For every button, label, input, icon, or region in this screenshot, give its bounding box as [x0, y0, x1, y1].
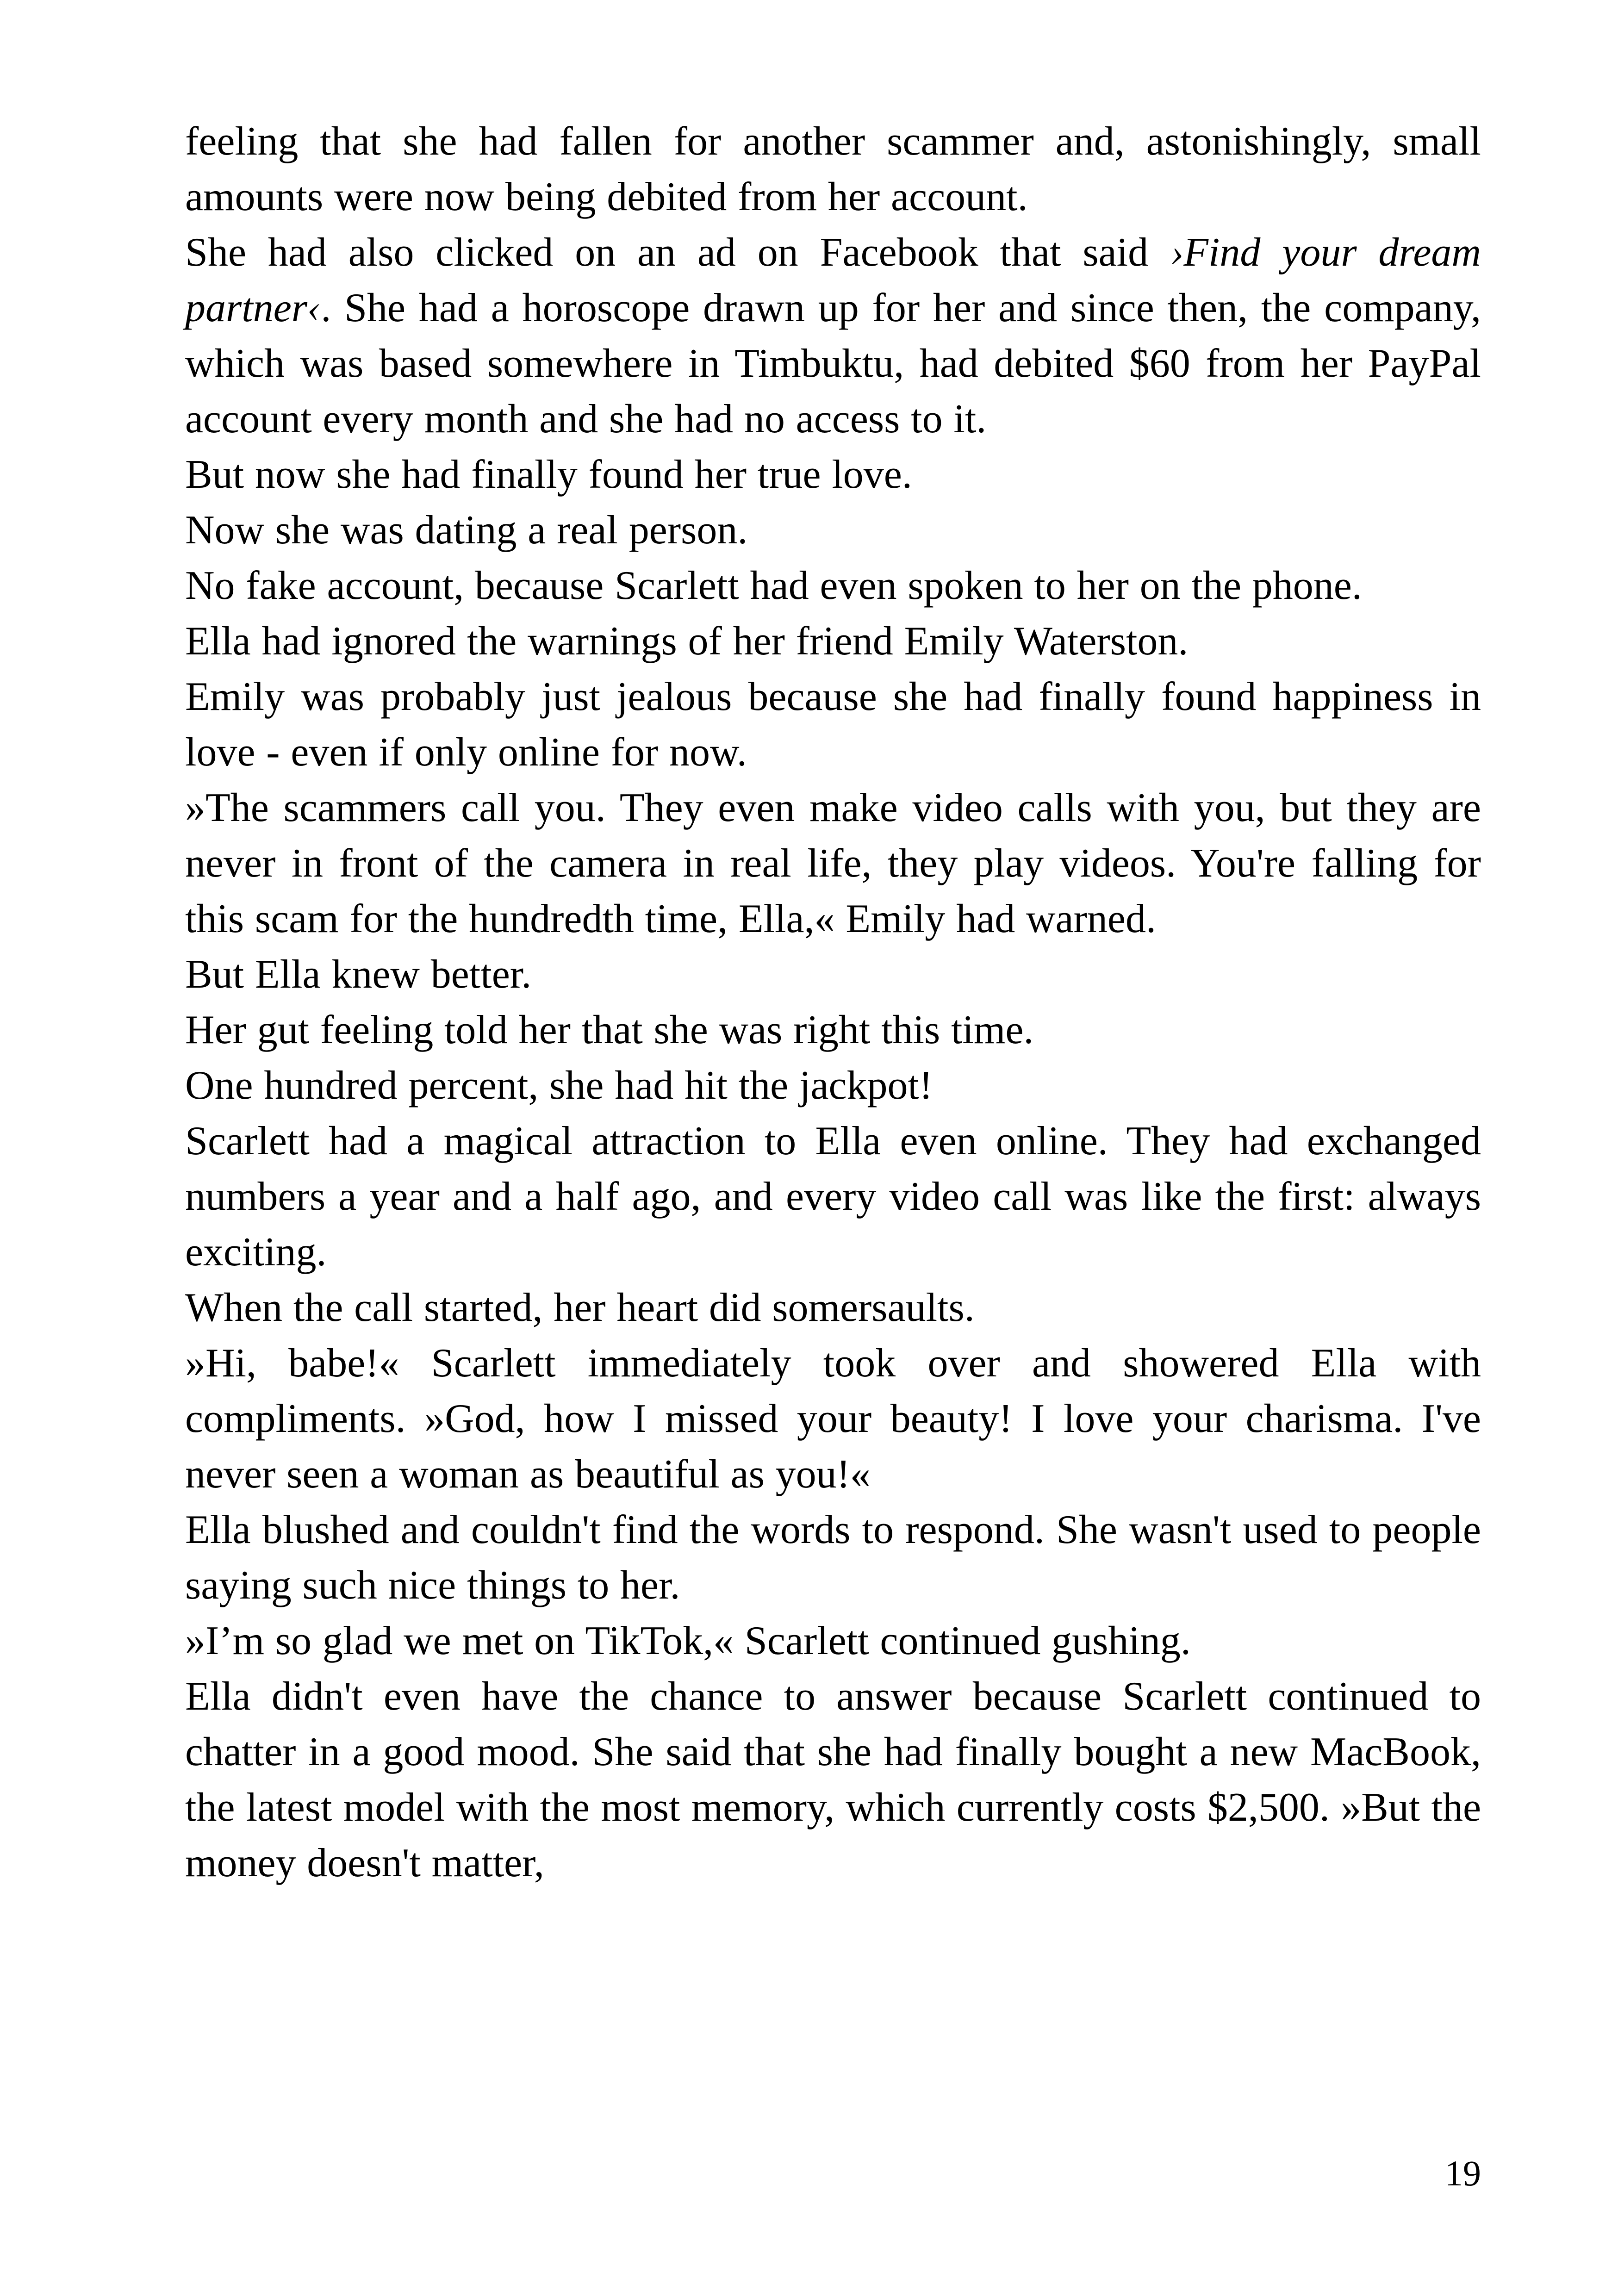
text-run: Emily was probably just jealous because she had finally found happiness in love - even if only online for now. [185, 674, 1481, 775]
paragraph [185, 1336, 1481, 1502]
text-run: »Hi, babe!« Scarlett immediately took over and showered Ella with compliments. »God, how I missed your beauty! I love your charisma. I've never seen a woman as beautiful as you!« [185, 1341, 1481, 1497]
text-run: But now she had finally found her true love. [185, 452, 912, 497]
paragraph [185, 1669, 1481, 1891]
text-run: Ella blushed and couldn't find the words to respond. She wasn't used to people saying such nice things to her. [185, 1507, 1481, 1608]
text-block [185, 114, 1481, 1891]
text-run: Ella didn't even have the chance to answer because Scarlett continued to chatter in a good mood. She said that she had finally bought a new MacBook, the latest model with the most memory, which currently costs $2,500. »But the money doesn't matter, [185, 1674, 1481, 1885]
text-run: One hundred percent, she had hit the jackpot! [185, 1063, 933, 1108]
paragraph [185, 503, 1481, 558]
text-run: »The scammers call you. They even make video calls with you, but they are never in front of the camera in real life, they play videos. You're falling for this scam for the hundredth time, Ella,« Emily had warned. [185, 785, 1481, 941]
text-run: »I’m so glad we met on TikTok,« Scarlett continued gushing. [185, 1618, 1191, 1663]
text-run: When the call started, her heart did somersaults. [185, 1285, 975, 1330]
text-run: She had also clicked on an ad on Facebook that said [185, 230, 1170, 275]
text-run: Ella had ignored the warnings of her friend Emily Waterston. [185, 619, 1189, 664]
paragraph [185, 1280, 1481, 1336]
paragraph [185, 614, 1481, 669]
paragraph [185, 1002, 1481, 1058]
paragraph [185, 447, 1481, 503]
italic-text-run: ›Find your dream partner‹ [185, 230, 1481, 330]
text-run: Now she was dating a real person. [185, 508, 748, 553]
paragraph [185, 558, 1481, 614]
paragraph [185, 1502, 1481, 1613]
text-run: But Ella knew better. [185, 952, 532, 997]
paragraph [185, 1114, 1481, 1280]
text-run: No fake account, because Scarlett had even spoken to her on the phone. [185, 563, 1362, 608]
text-run: feeling that she had fallen for another scammer and, astonishingly, small amounts were now being debited from her account. [185, 119, 1481, 219]
text-run: Scarlett had a magical attraction to Ella even online. They had exchanged numbers a year and a half ago, and every video call was like the first: always exciting. [185, 1119, 1481, 1275]
page-number: 19 [1445, 2153, 1481, 2193]
paragraph [185, 225, 1481, 447]
paragraph [185, 114, 1481, 225]
text-run: Her gut feeling told her that she was right this time. [185, 1008, 1034, 1052]
paragraph [185, 669, 1481, 780]
paragraph [185, 947, 1481, 1002]
paragraph [185, 1058, 1481, 1114]
paragraph [185, 780, 1481, 947]
text-run: . She had a horoscope drawn up for her and since then, the company, which was based somewhere in Timbuktu, had debited $60 from her PayPal account every month and she had no access to it. [185, 286, 1481, 442]
paragraph [185, 1613, 1481, 1669]
